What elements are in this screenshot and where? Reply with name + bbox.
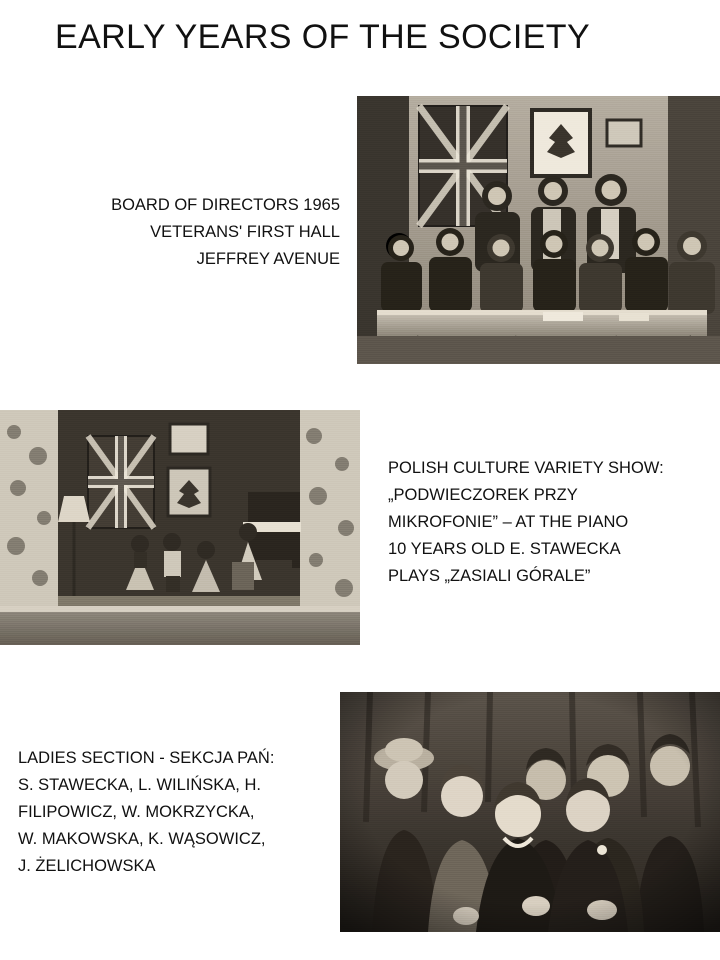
page-title: EARLY YEARS OF THE SOCIETY [55, 18, 591, 56]
caption-line: S. STAWECKA, L. WILIŃSKA, H. [18, 776, 261, 794]
board-of-directors-image [357, 96, 720, 364]
ladies-section-image [340, 692, 720, 932]
board-of-directors-photo [357, 96, 720, 364]
caption-line: LADIES SECTION - SEKCJA PAŃ: [18, 749, 275, 767]
caption-line: FILIPOWICZ, W. MOKRZYCKA, [18, 803, 255, 821]
caption-line: 10 YEARS OLD E. STAWECKA [388, 540, 621, 558]
ladies-section-photo [340, 692, 720, 932]
caption-line: „PODWIECZOREK PRZY [388, 486, 578, 504]
caption-line: W. MAKOWSKA, K. WĄSOWICZ, [18, 830, 266, 848]
caption-line: PLAYS „ZASIALI GÓRALE” [388, 567, 591, 585]
caption-line: MIKROFONIE” – AT THE PIANO [388, 513, 629, 531]
ladies-section-caption [18, 745, 348, 880]
board-of-directors-caption [20, 192, 340, 273]
variety-show-image [0, 410, 360, 645]
caption-line: JEFFREY AVENUE [196, 250, 340, 268]
variety-show-caption [388, 455, 713, 590]
caption-line: POLISH CULTURE VARIETY SHOW: [388, 459, 664, 477]
variety-show-photo [0, 410, 360, 645]
caption-line: J. ŻELICHOWSKA [18, 857, 156, 875]
caption-line: VETERANS' FIRST HALL [150, 223, 340, 241]
caption-line: BOARD OF DIRECTORS 1965 [111, 196, 340, 214]
